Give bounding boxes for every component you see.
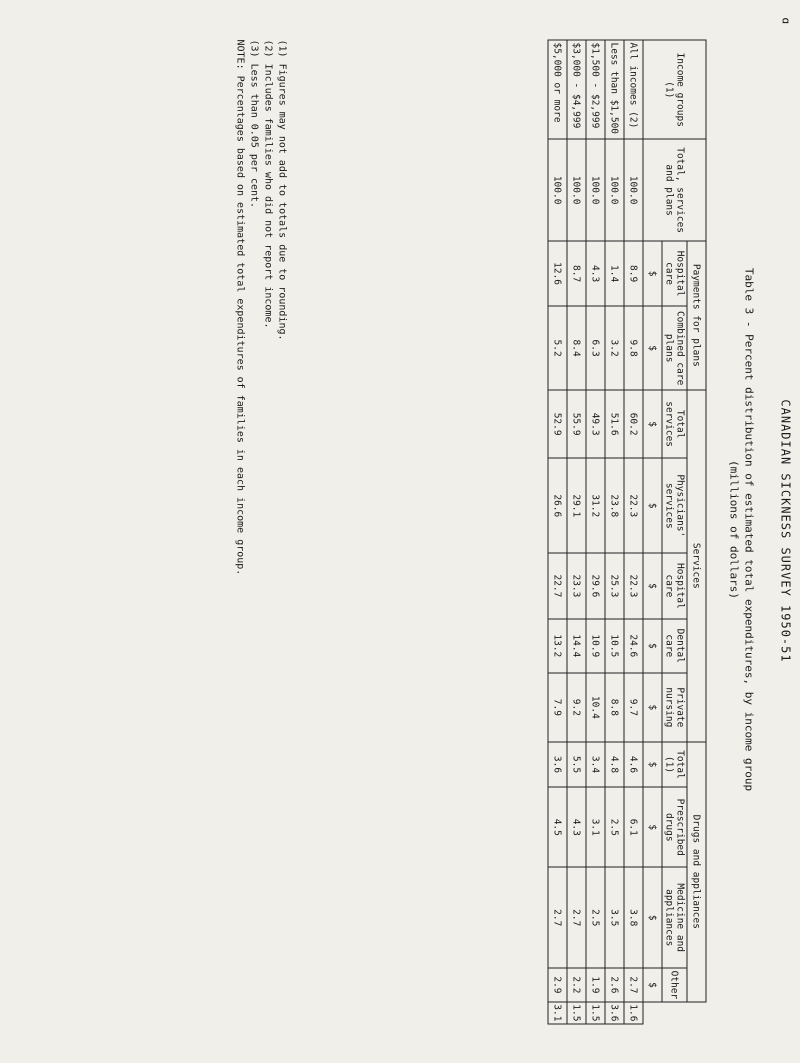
table-row [624, 40, 643, 1024]
table-cell: 26.6 [548, 458, 567, 553]
unit-cell: $ [643, 306, 662, 389]
unit-cell: $ [643, 390, 662, 459]
table-cell: 29.1 [567, 458, 586, 553]
table-cell: 60.2 [624, 390, 643, 459]
table-cell: 2.7 [624, 968, 643, 1002]
table-title-block [727, 140, 757, 920]
table-cell: 3.5 [605, 867, 624, 968]
expenditure-table [548, 40, 707, 1025]
table-cell: 22.3 [624, 458, 643, 553]
table-cell: 9.2 [567, 673, 586, 742]
rotated-sheet [1, 0, 800, 1063]
row-label: All incomes (2) [624, 40, 643, 139]
row-label: $5,000 or more [548, 40, 567, 139]
table-cell: 4.5 [548, 787, 567, 867]
table-cell: 5.2 [548, 306, 567, 389]
table-cell: 12.6 [548, 241, 567, 307]
header-other: Other [662, 968, 687, 1002]
table-cell: 4.3 [567, 787, 586, 867]
table-cell: 25.3 [605, 553, 624, 619]
footnote: (3) Less than 0.05 per cent. [248, 39, 260, 209]
table-cell: 52.9 [548, 390, 567, 459]
table-cell: 8.9 [624, 241, 643, 307]
unit-cell: $ [643, 553, 662, 619]
unit-cell: $ [643, 619, 662, 673]
unit-cell: $ [643, 742, 662, 788]
table-cell: 100.0 [548, 139, 567, 240]
table-cell: 13.2 [548, 619, 567, 673]
header-income-groups: Income groups (1) [643, 40, 706, 139]
table-cell: 2.5 [586, 867, 605, 968]
table-cell: 2.2 [567, 968, 586, 1002]
header-hospital-care-svc: Hospital care [662, 553, 687, 619]
table-cell: 1.6 [624, 1002, 643, 1024]
page-number: ɑ [779, 17, 793, 25]
table-cell: 23.3 [567, 553, 586, 619]
table-cell: 8.8 [605, 673, 624, 742]
table-cell: 100.0 [624, 139, 643, 240]
table-cell: 4.3 [586, 241, 605, 307]
table-row [567, 40, 586, 1024]
table-cell: 100.0 [567, 139, 586, 240]
table-cell: 2.6 [605, 968, 624, 1002]
table-cell: 31.2 [586, 458, 605, 553]
table-cell: 8.4 [567, 306, 586, 389]
header-combined-care-plans: Combined care plans [662, 306, 687, 389]
table-cell: 1.5 [586, 1002, 605, 1024]
unit-cell: $ [643, 787, 662, 867]
header-medicine-appliances: Medicine and appliances [662, 867, 687, 968]
table-cell: 3.1 [548, 1002, 567, 1024]
footnote: (2) Includes families who did not report income. [262, 39, 274, 329]
table-cell: 3.6 [605, 1002, 624, 1024]
table-cell: 9.7 [624, 673, 643, 742]
survey-title: CANADIAN SICKNESS SURVEY 1950-51 [778, 399, 793, 663]
table-cell: 8.7 [567, 241, 586, 307]
header-physicians: Physicians' services [662, 458, 687, 553]
table-row [605, 40, 624, 1024]
header-hospital-care-plans: Hospital care [662, 241, 687, 307]
table-cell: 5.5 [567, 742, 586, 788]
table-cell: 3.4 [586, 742, 605, 788]
footnote: NOTE: Percentages based on estimated total expenditures of families in each income group. [234, 39, 246, 576]
footnote: (1) Figures may not add to totals due to rounding. [276, 39, 288, 341]
table-title: Table 3 - Percent distribution of estimated total expenditures, by income group [742, 267, 756, 792]
table-cell: 23.8 [605, 458, 624, 553]
table-cell: 22.7 [548, 553, 567, 619]
table-cell: 6.3 [586, 306, 605, 389]
table-cell: 6.1 [624, 787, 643, 867]
table-cell: 10.4 [586, 673, 605, 742]
table-cell: 24.6 [624, 619, 643, 673]
table-cell: 1.9 [586, 968, 605, 1002]
table-cell: 3.8 [624, 867, 643, 968]
header-total-services-plans: Total, services and plans [643, 139, 706, 240]
table-cell: 51.6 [605, 390, 624, 459]
header-drugs-appliances: Drugs and appliances [687, 742, 706, 1002]
table-cell: 3.1 [586, 787, 605, 867]
table-cell: 14.4 [567, 619, 586, 673]
unit-cell: $ [643, 968, 662, 1002]
unit-cell: $ [643, 241, 662, 307]
table-cell: 1.4 [605, 241, 624, 307]
table-cell: 9.8 [624, 306, 643, 389]
footnotes [233, 40, 289, 1000]
header-prescribed-drugs: Prescribed drugs [662, 787, 687, 867]
table-cell: 10.9 [586, 619, 605, 673]
table-cell: 3.6 [548, 742, 567, 788]
table-cell: 2.9 [548, 968, 567, 1002]
header-payments-plans: Payments for plans [687, 241, 706, 390]
row-label: Less than $1,500 [605, 40, 624, 139]
header-private-nursing: Private nursing [662, 673, 687, 742]
header-services: Services [687, 390, 706, 742]
header-total-drugs: Total (1) [662, 742, 687, 788]
row-label: $1,500 - $2,999 [586, 40, 605, 139]
row-label: $3,000 - $4,999 [567, 40, 586, 139]
table-row [586, 40, 605, 1024]
table-cell: 22.3 [624, 553, 643, 619]
table-cell: 49.3 [586, 390, 605, 459]
table-cell: 2.7 [548, 867, 567, 968]
table-body [548, 40, 643, 1024]
table-row [548, 40, 567, 1024]
unit-cell: $ [643, 458, 662, 553]
header-dental: Dental care [662, 619, 687, 673]
table-subtitle: (millions of dollars) [727, 459, 741, 600]
table-cell: 4.8 [605, 742, 624, 788]
table-cell: 100.0 [586, 139, 605, 240]
unit-cell: $ [643, 867, 662, 968]
table-cell: 29.6 [586, 553, 605, 619]
table-cell: 4.6 [624, 742, 643, 788]
table-cell: 10.5 [605, 619, 624, 673]
table-cell: 7.9 [548, 673, 567, 742]
table-cell: 100.0 [605, 139, 624, 240]
table-cell: 2.7 [567, 867, 586, 968]
table-cell: 1.5 [567, 1002, 586, 1024]
unit-cell: $ [643, 673, 662, 742]
header-total-services: Total services [662, 390, 687, 459]
table-cell: 55.9 [567, 390, 586, 459]
table-cell: 2.5 [605, 787, 624, 867]
table-cell: 3.2 [605, 306, 624, 389]
header-row-1 [687, 40, 706, 1024]
